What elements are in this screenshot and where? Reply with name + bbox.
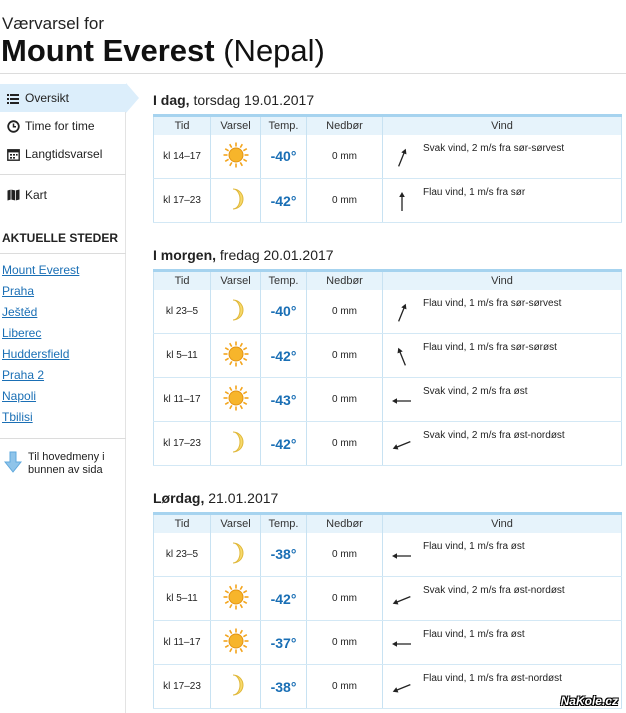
wind-text: Svak vind, 2 m/s fra øst-nordøst [423,430,565,441]
place-link[interactable]: Praha 2 [2,368,45,382]
nav-item-kart[interactable] [0,181,125,209]
page-header [0,0,626,74]
forecast-table [153,114,622,223]
wind-arrow-icon [391,346,413,368]
column-header: Temp. [261,116,307,135]
precip-cell: 0 mm [307,179,383,223]
nav-item-langtidsvarsel[interactable] [0,140,125,168]
table-row [154,621,622,665]
wind-arrow-icon [391,545,413,567]
wind-cell [383,378,622,422]
precip-cell: 0 mm [307,665,383,709]
nav-label: Oversikt [25,91,70,105]
wind-cell [383,533,622,577]
precip-cell: 0 mm [307,533,383,577]
precip-cell: 0 mm [307,378,383,422]
sun-icon [211,577,261,621]
moon-icon [211,290,261,334]
temp-cell: -38° [261,533,307,577]
time-cell: kl 23–5 [154,533,211,577]
list-icon [6,91,20,105]
column-header: Tid [154,116,211,135]
sidebar-divider [0,174,126,175]
country-name: (Nepal) [223,33,325,68]
temp-cell: -43° [261,378,307,422]
arrow-down-icon [4,451,22,473]
temp-cell: -38° [261,665,307,709]
sun-icon [211,621,261,665]
column-header: Vind [383,271,622,290]
sidebar-divider [0,253,126,254]
nav-item-oversikt[interactable] [0,84,126,112]
day-title-bold: I dag, [153,92,190,108]
wind-text: Flau vind, 1 m/s fra sør-sørøst [423,342,557,353]
column-header: Tid [154,271,211,290]
wind-text: Flau vind, 1 m/s fra sør-sørvest [423,297,562,309]
place-link[interactable]: Napoli [2,389,37,403]
precip-cell: 0 mm [307,334,383,378]
table-row [154,665,622,709]
precip-cell: 0 mm [307,135,383,179]
column-header: Temp. [261,514,307,533]
temp-cell: -42° [261,577,307,621]
sidebar [0,84,126,713]
nav-label: Langtidsvarsel [25,147,103,161]
wind-text: Svak vind, 2 m/s fra øst [423,386,528,397]
column-header: Nedbør [307,116,383,135]
time-cell: kl 14–17 [154,135,211,179]
temp-cell: -40° [261,290,307,334]
table-row [154,290,622,334]
temp-cell: -42° [261,422,307,466]
temp-cell: -42° [261,179,307,223]
time-cell: kl 5–11 [154,577,211,621]
sidebar-divider [0,438,126,439]
back-label-line1: Til hovedmeny i [28,451,105,463]
wind-arrow-icon [391,191,413,213]
back-label-line2: bunnen av sida [28,464,103,476]
column-header: Vind [383,514,622,533]
table-row [154,135,622,179]
moon-icon [211,422,261,466]
nav-item-time-for-time[interactable] [0,112,125,140]
clock-icon [6,119,20,133]
wind-text: Flau vind, 1 m/s fra øst-nordøst [423,673,562,684]
column-header: Temp. [261,271,307,290]
day-title [153,90,621,110]
day-gap [153,223,621,245]
day-title-date: fredag 20.01.2017 [216,247,334,263]
precip-cell: 0 mm [307,577,383,621]
precip-cell: 0 mm [307,422,383,466]
moon-icon [211,179,261,223]
table-row [154,577,622,621]
moon-icon [211,533,261,577]
wind-text: Svak vind, 2 m/s fra øst-nordøst [423,585,565,596]
day-gap [153,466,621,488]
precip-cell: 0 mm [307,621,383,665]
wind-cell [383,179,622,223]
wind-cell [383,334,622,378]
time-cell: kl 17–23 [154,422,211,466]
table-row [154,179,622,223]
column-header: Nedbør [307,514,383,533]
column-header: Varsel [211,514,261,533]
wind-arrow-icon [391,589,413,611]
column-header: Varsel [211,271,261,290]
temp-cell: -42° [261,334,307,378]
table-header-row [154,116,622,135]
column-header: Tid [154,514,211,533]
forecast-table [153,269,622,466]
day-title [153,488,621,508]
wind-arrow-icon [391,677,413,699]
day-title-date: 21.01.2017 [204,490,279,506]
table-header-row [154,514,622,533]
page-title [1,33,325,69]
nav-label: Time for time [25,119,95,133]
places-list [0,260,125,428]
back-to-menu-label [28,451,105,477]
time-cell: kl 17–23 [154,665,211,709]
precip-cell: 0 mm [307,290,383,334]
place-link[interactable]: Praha [2,284,35,298]
temp-cell: -37° [261,621,307,665]
watermark: NaKole.cz [560,694,618,708]
time-cell: kl 11–17 [154,378,211,422]
table-row [154,422,622,466]
place-link[interactable]: Liberec [2,326,42,340]
wind-arrow-icon [391,633,413,655]
column-header: Vind [383,116,622,135]
day-title-date: torsdag 19.01.2017 [189,92,315,108]
back-to-menu-link[interactable] [0,451,125,477]
nav-label: Kart [25,188,48,202]
table-row [154,533,622,577]
wind-arrow-icon [391,390,413,412]
forecast-main [153,90,621,709]
moon-icon [211,665,261,709]
time-cell: kl 5–11 [154,334,211,378]
forecast-table [153,512,622,709]
column-header: Nedbør [307,271,383,290]
wind-text: Flau vind, 1 m/s fra øst [423,629,525,640]
sun-icon [211,378,261,422]
wind-cell [383,422,622,466]
wind-arrow-icon [391,147,413,169]
wind-arrow-icon [391,302,413,324]
page-subtitle: Værvarsel for [2,14,105,33]
calendar-icon [6,147,20,161]
sun-icon [211,135,261,179]
table-header-row [154,271,622,290]
time-cell: kl 23–5 [154,290,211,334]
temp-cell: -40° [261,135,307,179]
wind-cell [383,577,622,621]
place-link[interactable]: Ještěd [2,305,38,319]
wind-text: Flau vind, 1 m/s fra sør [423,187,526,198]
place-link[interactable]: Huddersfield [2,347,70,361]
wind-cell [383,621,622,665]
day-title [153,245,621,265]
wind-cell [383,135,622,179]
place-link[interactable]: Tbilisi [2,410,33,424]
wind-cell [383,290,622,334]
wind-arrow-icon [391,434,413,456]
table-row [154,378,622,422]
day-title-bold: I morgen, [153,247,217,263]
wind-text: Svak vind, 2 m/s fra sør-sørvest [423,142,565,154]
time-cell: kl 11–17 [154,621,211,665]
place-name: Mount Everest [1,33,215,68]
wind-text: Flau vind, 1 m/s fra øst [423,540,525,552]
time-cell: kl 17–23 [154,179,211,223]
map-icon [6,188,20,202]
day-title-bold: Lørdag, [153,490,205,506]
aktuelle-steder-heading: AKTUELLE STEDER [2,231,119,245]
place-link[interactable]: Mount Everest [2,263,80,277]
sun-icon [211,334,261,378]
column-header: Varsel [211,116,261,135]
table-row [154,334,622,378]
